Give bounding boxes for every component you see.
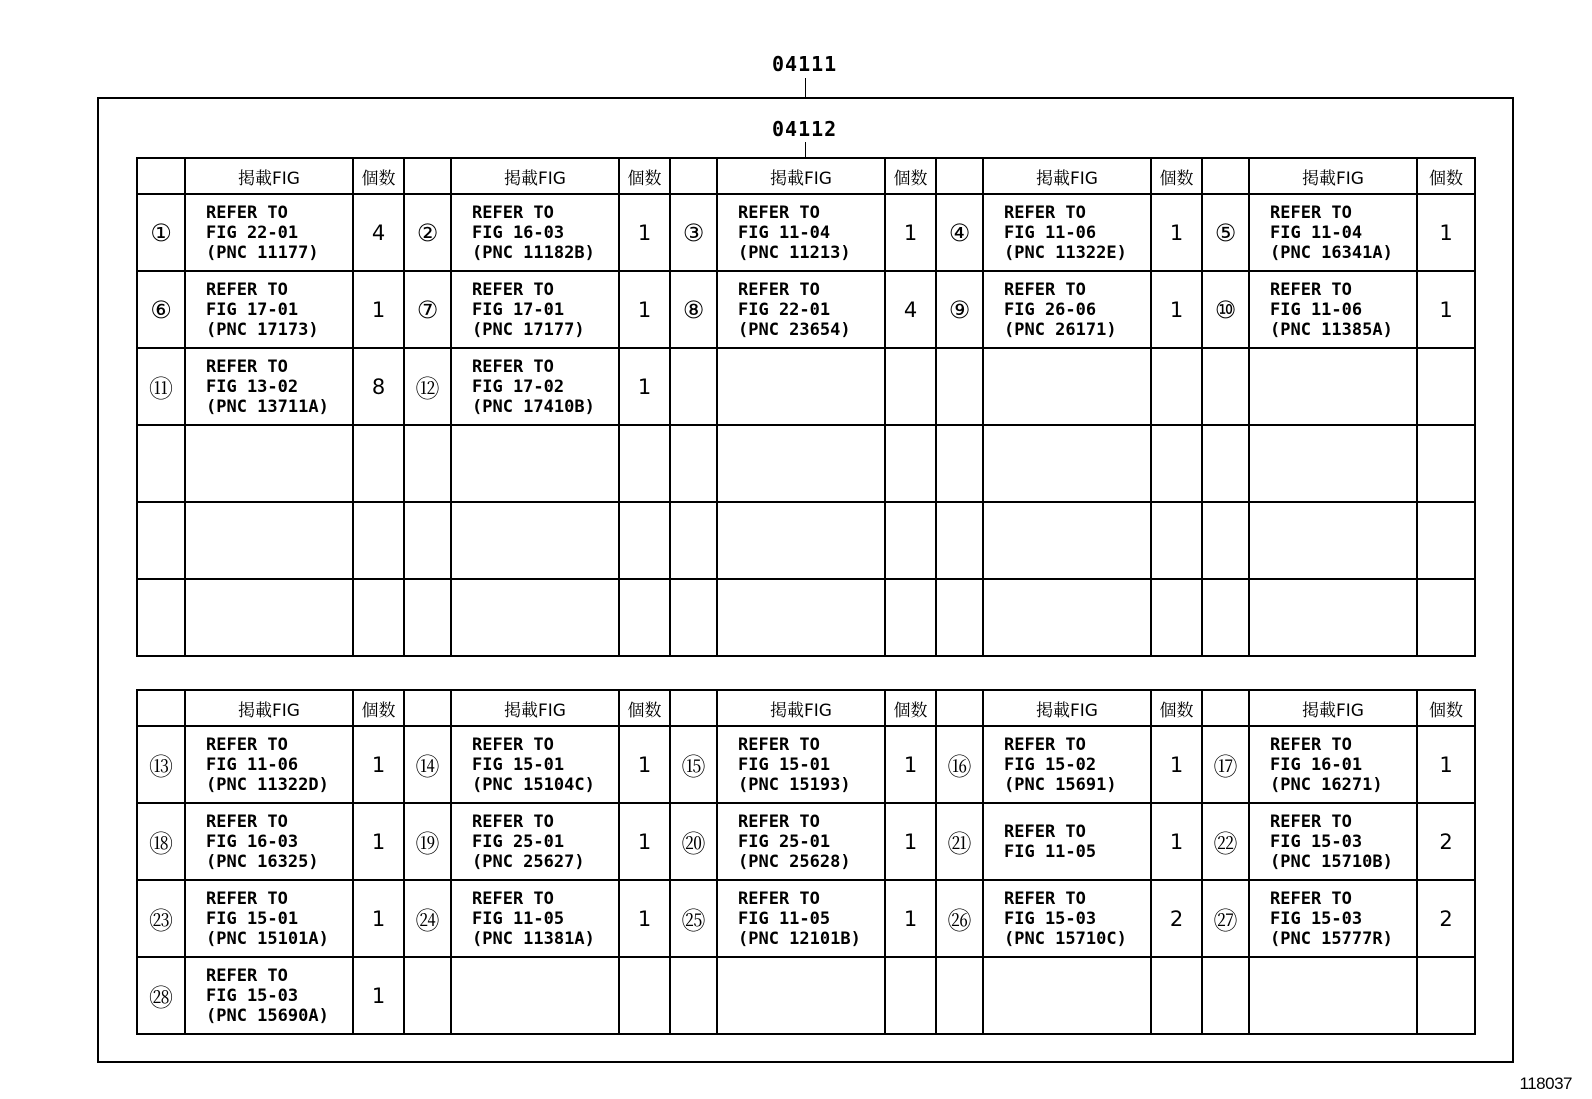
quantity: 1 [620, 881, 671, 958]
quantity [620, 503, 671, 580]
fig-reference [984, 958, 1152, 1035]
quantity [886, 349, 937, 426]
fig-reference [984, 580, 1152, 657]
header-qty-cell: 個数 [354, 159, 405, 195]
fig-reference: REFER TO FIG 22-01 (PNC 11177) [186, 195, 354, 272]
fig-reference [452, 426, 620, 503]
callout-number: ㉖ [937, 881, 984, 958]
header-fig-cell: 掲載FIG [1250, 691, 1418, 727]
lower-reference-table [136, 689, 1476, 1035]
fig-reference [1250, 426, 1418, 503]
header-number-cell [671, 691, 718, 727]
fig-reference: REFER TO FIG 17-01 (PNC 17177) [452, 272, 620, 349]
callout-number [937, 580, 984, 657]
quantity: 4 [886, 272, 937, 349]
quantity: 2 [1418, 804, 1476, 881]
header-fig-cell: 掲載FIG [452, 691, 620, 727]
header-number-cell [1203, 159, 1250, 195]
fig-reference [718, 349, 886, 426]
fig-reference: REFER TO FIG 15-03 (PNC 15690A) [186, 958, 354, 1035]
callout-number [671, 580, 718, 657]
quantity: 4 [354, 195, 405, 272]
callout-number: ㉒ [1203, 804, 1250, 881]
header-qty-cell: 個数 [620, 159, 671, 195]
upper-reference-table [136, 157, 1476, 657]
quantity [1418, 503, 1476, 580]
quantity [1152, 349, 1203, 426]
quantity: 1 [1152, 727, 1203, 804]
fig-reference [984, 503, 1152, 580]
header-fig-cell: 掲載FIG [186, 691, 354, 727]
fig-reference: REFER TO FIG 11-05 [984, 804, 1152, 881]
callout-number: ㉓ [138, 881, 186, 958]
fig-reference: REFER TO FIG 11-05 (PNC 12101B) [718, 881, 886, 958]
fig-reference [718, 503, 886, 580]
callout-number: ⑳ [671, 804, 718, 881]
fig-reference [1250, 580, 1418, 657]
callout-number [1203, 426, 1250, 503]
quantity [1152, 580, 1203, 657]
quantity: 1 [886, 804, 937, 881]
header-qty-cell: 個数 [354, 691, 405, 727]
quantity [886, 503, 937, 580]
callout-number: ⑦ [405, 272, 452, 349]
fig-reference [186, 580, 354, 657]
callout-number: ② [405, 195, 452, 272]
fig-reference [718, 958, 886, 1035]
quantity: 2 [1152, 881, 1203, 958]
callout-number [937, 349, 984, 426]
callout-number: ⑮ [671, 727, 718, 804]
callout-number [1203, 349, 1250, 426]
quantity: 1 [354, 727, 405, 804]
header-fig-cell: 掲載FIG [452, 159, 620, 195]
fig-reference: REFER TO FIG 25-01 (PNC 25628) [718, 804, 886, 881]
fig-reference: REFER TO FIG 15-01 (PNC 15193) [718, 727, 886, 804]
quantity: 1 [886, 195, 937, 272]
fig-reference: REFER TO FIG 16-03 (PNC 16325) [186, 804, 354, 881]
header-number-cell [937, 691, 984, 727]
header-number-cell [138, 159, 186, 195]
quantity [1152, 426, 1203, 503]
fig-reference: REFER TO FIG 11-04 (PNC 16341A) [1250, 195, 1418, 272]
fig-reference: REFER TO FIG 22-01 (PNC 23654) [718, 272, 886, 349]
header-qty-cell: 個数 [1152, 159, 1203, 195]
quantity: 1 [1418, 272, 1476, 349]
header-number-cell [1203, 691, 1250, 727]
quantity [886, 580, 937, 657]
header-fig-cell: 掲載FIG [718, 159, 886, 195]
quantity: 1 [1152, 272, 1203, 349]
quantity: 1 [886, 881, 937, 958]
quantity: 1 [1152, 195, 1203, 272]
callout-number [138, 426, 186, 503]
fig-reference: REFER TO FIG 11-06 (PNC 11385A) [1250, 272, 1418, 349]
callout-number [937, 503, 984, 580]
quantity: 1 [354, 804, 405, 881]
leader-line-04112 [805, 142, 806, 158]
fig-reference: REFER TO FIG 11-04 (PNC 11213) [718, 195, 886, 272]
callout-number: ㉕ [671, 881, 718, 958]
callout-number: ④ [937, 195, 984, 272]
header-number-cell [937, 159, 984, 195]
header-number-cell [405, 691, 452, 727]
callout-number: ㉑ [937, 804, 984, 881]
callout-number: ㉔ [405, 881, 452, 958]
fig-reference [1250, 958, 1418, 1035]
fig-reference: REFER TO FIG 17-02 (PNC 17410B) [452, 349, 620, 426]
quantity: 1 [620, 804, 671, 881]
header-fig-cell: 掲載FIG [1250, 159, 1418, 195]
quantity: 1 [1418, 727, 1476, 804]
fig-reference: REFER TO FIG 15-02 (PNC 15691) [984, 727, 1152, 804]
callout-number [405, 503, 452, 580]
callout-number [671, 426, 718, 503]
header-fig-cell: 掲載FIG [984, 691, 1152, 727]
callout-number: ⑭ [405, 727, 452, 804]
fig-reference: REFER TO FIG 15-01 (PNC 15101A) [186, 881, 354, 958]
fig-reference: REFER TO FIG 11-06 (PNC 11322E) [984, 195, 1152, 272]
callout-number: ⑨ [937, 272, 984, 349]
fig-reference: REFER TO FIG 25-01 (PNC 25627) [452, 804, 620, 881]
fig-reference: REFER TO FIG 16-03 (PNC 11182B) [452, 195, 620, 272]
callout-number: ⑥ [138, 272, 186, 349]
fig-reference [452, 958, 620, 1035]
quantity [886, 958, 937, 1035]
quantity: 1 [620, 349, 671, 426]
quantity [620, 958, 671, 1035]
callout-number [1203, 958, 1250, 1035]
header-fig-cell: 掲載FIG [186, 159, 354, 195]
quantity [620, 426, 671, 503]
callout-number: ⑰ [1203, 727, 1250, 804]
fig-reference: REFER TO FIG 15-01 (PNC 15104C) [452, 727, 620, 804]
header-fig-cell: 掲載FIG [984, 159, 1152, 195]
quantity: 1 [886, 727, 937, 804]
callout-number [138, 580, 186, 657]
quantity [1418, 349, 1476, 426]
quantity: 1 [354, 881, 405, 958]
quantity [1152, 503, 1203, 580]
quantity: 2 [1418, 881, 1476, 958]
fig-reference [984, 426, 1152, 503]
header-qty-cell: 個数 [1418, 691, 1476, 727]
fig-reference [186, 426, 354, 503]
fig-reference: REFER TO FIG 11-05 (PNC 11381A) [452, 881, 620, 958]
quantity: 1 [620, 272, 671, 349]
header-number-cell [405, 159, 452, 195]
quantity: 1 [354, 272, 405, 349]
quantity: 1 [1152, 804, 1203, 881]
fig-reference: REFER TO FIG 15-03 (PNC 15777R) [1250, 881, 1418, 958]
callout-number: ⑤ [1203, 195, 1250, 272]
quantity [886, 426, 937, 503]
part-number-04111: 04111 [772, 52, 838, 76]
part-number-04112: 04112 [772, 117, 838, 141]
fig-reference: REFER TO FIG 15-03 (PNC 15710B) [1250, 804, 1418, 881]
fig-reference: REFER TO FIG 15-03 (PNC 15710C) [984, 881, 1152, 958]
callout-number [405, 958, 452, 1035]
callout-number: ⑪ [138, 349, 186, 426]
callout-number: ⑧ [671, 272, 718, 349]
callout-number [1203, 503, 1250, 580]
quantity [620, 580, 671, 657]
callout-number: ㉗ [1203, 881, 1250, 958]
callout-number [937, 958, 984, 1035]
fig-reference: REFER TO FIG 11-06 (PNC 11322D) [186, 727, 354, 804]
leader-line-04111 [805, 78, 806, 97]
callout-number [138, 503, 186, 580]
quantity: 1 [620, 727, 671, 804]
quantity: 1 [354, 958, 405, 1035]
callout-number: ③ [671, 195, 718, 272]
quantity [354, 426, 405, 503]
header-qty-cell: 個数 [886, 691, 937, 727]
fig-reference [1250, 349, 1418, 426]
callout-number [671, 958, 718, 1035]
fig-reference [1250, 503, 1418, 580]
quantity: 8 [354, 349, 405, 426]
header-number-cell [138, 691, 186, 727]
quantity [354, 580, 405, 657]
callout-number [1203, 580, 1250, 657]
callout-number [405, 580, 452, 657]
fig-reference: REFER TO FIG 16-01 (PNC 16271) [1250, 727, 1418, 804]
header-qty-cell: 個数 [886, 159, 937, 195]
figure-id: 118037 [1519, 1074, 1572, 1093]
fig-reference [718, 426, 886, 503]
quantity [1418, 958, 1476, 1035]
quantity [1418, 580, 1476, 657]
callout-number: ① [138, 195, 186, 272]
header-qty-cell: 個数 [1418, 159, 1476, 195]
callout-number: ⑲ [405, 804, 452, 881]
fig-reference: REFER TO FIG 13-02 (PNC 13711A) [186, 349, 354, 426]
fig-reference [452, 503, 620, 580]
header-qty-cell: 個数 [620, 691, 671, 727]
quantity: 1 [1418, 195, 1476, 272]
header-fig-cell: 掲載FIG [718, 691, 886, 727]
fig-reference [452, 580, 620, 657]
callout-number [671, 503, 718, 580]
fig-reference [186, 503, 354, 580]
fig-reference [984, 349, 1152, 426]
callout-number [671, 349, 718, 426]
header-number-cell [671, 159, 718, 195]
callout-number: ⑩ [1203, 272, 1250, 349]
callout-number: ⑯ [937, 727, 984, 804]
callout-number [405, 426, 452, 503]
callout-number [937, 426, 984, 503]
quantity [1152, 958, 1203, 1035]
quantity [1418, 426, 1476, 503]
header-qty-cell: 個数 [1152, 691, 1203, 727]
fig-reference [718, 580, 886, 657]
fig-reference: REFER TO FIG 17-01 (PNC 17173) [186, 272, 354, 349]
callout-number: ⑱ [138, 804, 186, 881]
callout-number: ⑬ [138, 727, 186, 804]
callout-number: ㉘ [138, 958, 186, 1035]
fig-reference: REFER TO FIG 26-06 (PNC 26171) [984, 272, 1152, 349]
quantity [354, 503, 405, 580]
quantity: 1 [620, 195, 671, 272]
callout-number: ⑫ [405, 349, 452, 426]
